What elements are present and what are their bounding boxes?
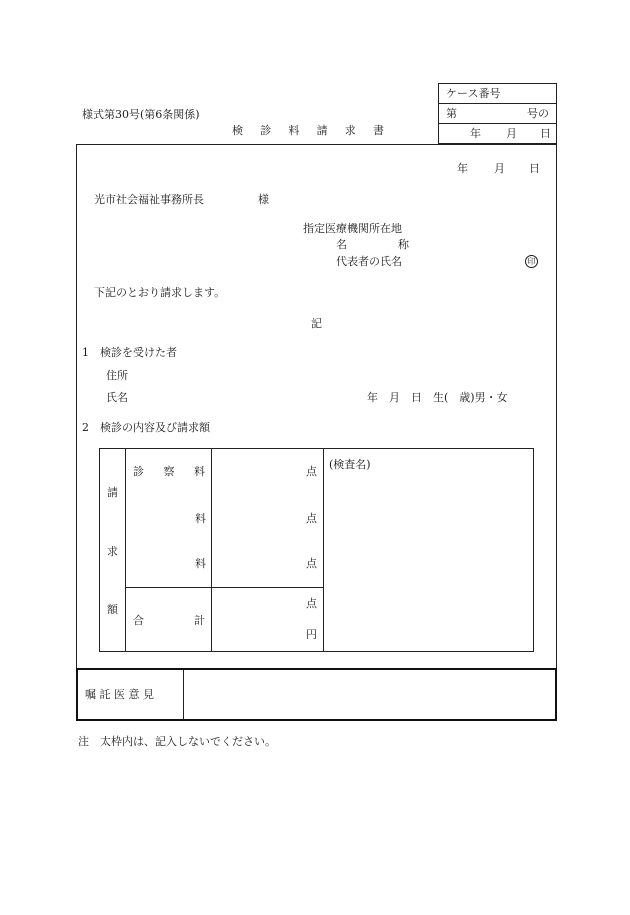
seal-mark: 印 [525,255,538,268]
addressee: 光市社会福祉事務所長 [94,193,204,206]
total-char: 合 [133,614,144,627]
institution-name-label [336,239,409,250]
divider [439,103,556,104]
points-unit: 点 [306,597,317,610]
case-dai: 第 [446,107,457,120]
honorific: 様 [258,193,269,206]
address-label: 住所 [106,369,128,382]
date-month: 月 [494,162,505,175]
title-char: 請 [316,124,328,137]
total-label [133,615,205,626]
commission-box [76,668,557,721]
request-text: 下記のとおり請求します。 [94,286,226,299]
date-day: 日 [529,162,540,175]
document-title [232,125,384,136]
case-day: 日 [540,127,551,140]
side-label-char: 額 [107,603,118,616]
billing-table [99,448,534,652]
yen-unit: 円 [306,628,317,641]
divider [183,670,184,719]
case-year: 年 [470,127,481,140]
case-number-box [438,83,557,144]
total-char: 計 [194,614,205,627]
divider [211,449,212,651]
fee-row-3-label: 料 [195,557,206,570]
fee-row-2-label: 料 [195,512,206,525]
section1-heading: 1 検診を受けた者 [82,346,177,359]
divider [323,449,324,651]
exam-name-label: (検査名) [329,458,371,471]
date-year: 年 [457,162,468,175]
commission-label: 嘱 託 医 意 見 [85,688,154,701]
side-label-char: 求 [107,545,118,558]
divider [125,449,126,651]
birth-text: 年 月 日 生( 歳)男・女 [367,391,508,404]
consultation-fee-label [133,466,205,477]
patient-name-label: 氏名 [106,391,128,404]
fee-char: 診 [133,465,144,478]
side-label-char: 請 [107,486,118,499]
title-char: 求 [344,124,356,137]
form-number: 様式第30号(第6条関係) [82,108,200,121]
section2-heading: 2 検診の内容及び請求額 [82,421,210,434]
fee-char: 料 [194,465,205,478]
case-month: 月 [506,127,517,140]
divider [439,123,556,124]
points-unit: 点 [306,512,317,525]
institution-location-label: 指定医療機関所在地 [303,222,402,235]
name-char: 称 [398,238,409,251]
title-char: 料 [288,124,300,137]
ki-label: 記 [311,317,322,330]
title-char: 書 [372,124,384,137]
name-char: 名 [336,238,347,251]
case-number-label: ケース番号 [446,87,501,100]
title-char: 診 [260,124,272,137]
points-unit: 点 [306,557,317,570]
case-gou-no: 号の [527,107,549,120]
points-unit: 点 [306,465,317,478]
fee-char: 察 [163,465,175,478]
footer-note: 注 太枠内は、記入しないでください。 [78,735,276,748]
title-char: 検 [232,124,243,137]
divider [125,587,323,588]
representative-label: 代表者の氏名 [336,255,402,268]
